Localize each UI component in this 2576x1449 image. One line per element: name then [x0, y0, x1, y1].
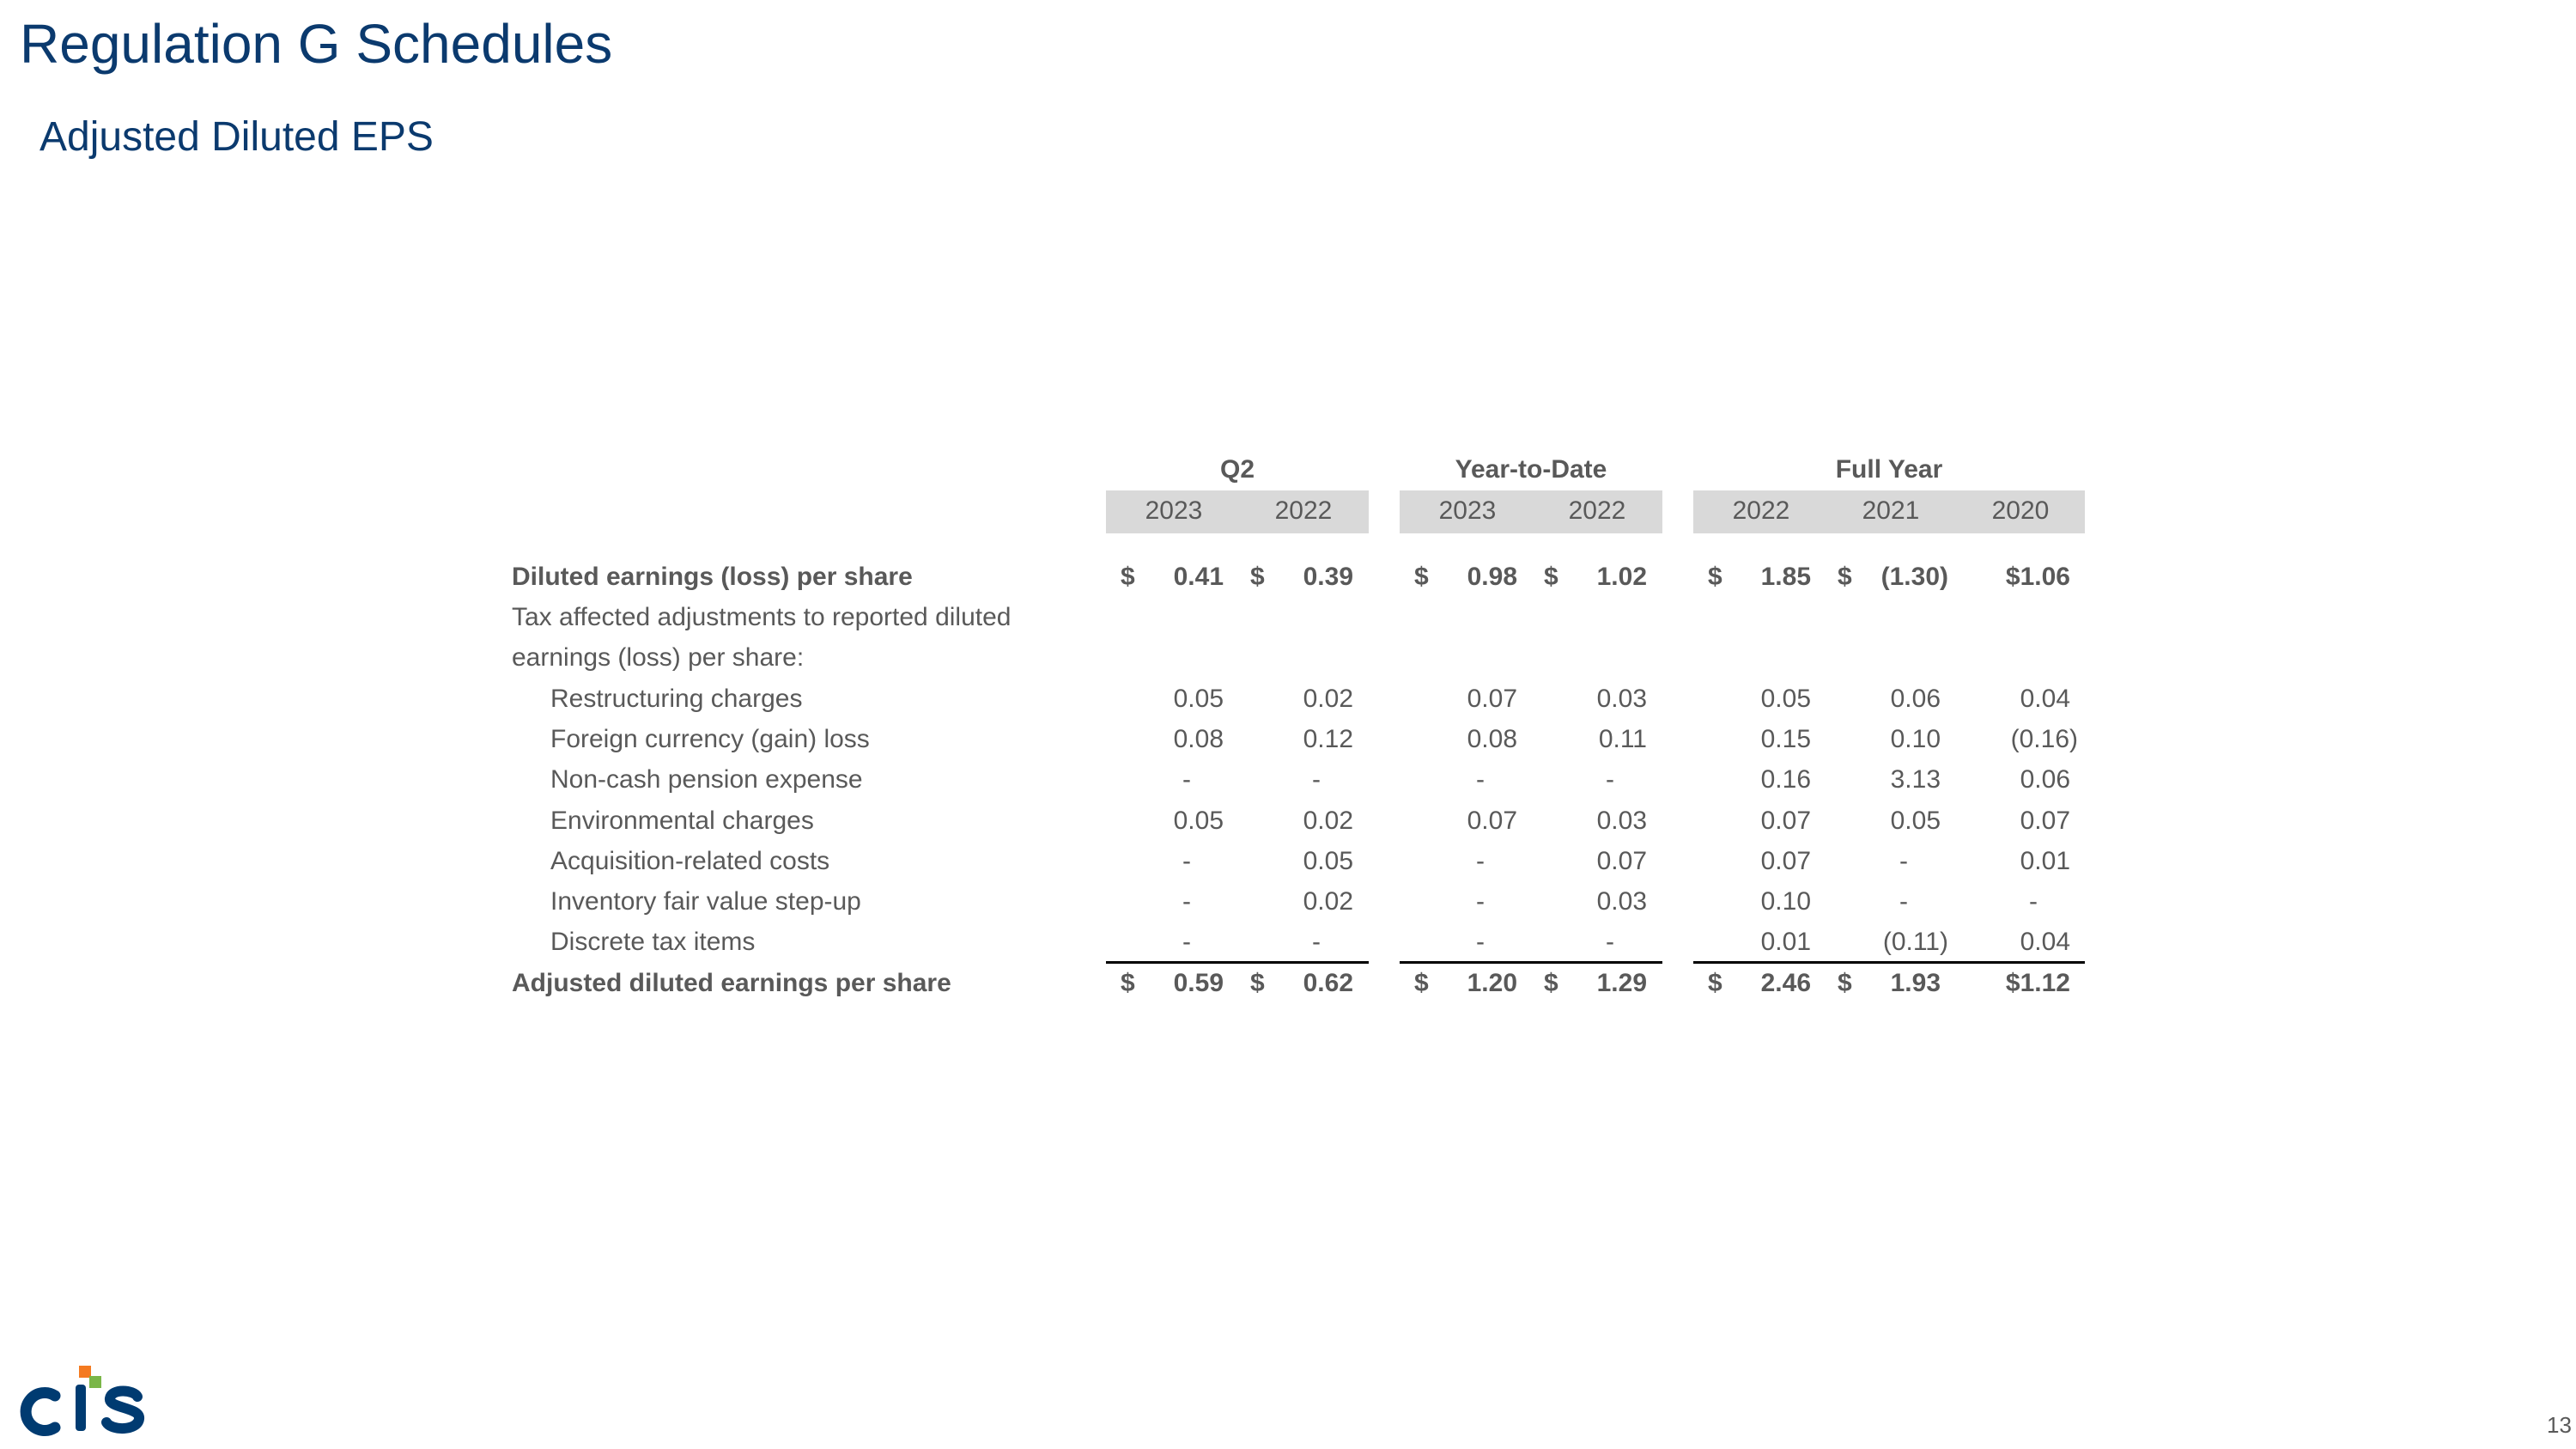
cell-value: (0.16)	[2010, 725, 2078, 753]
cell-value: 0.03	[1596, 807, 1647, 835]
cell-value: 0.39	[1303, 563, 1353, 591]
cell-value: 0.02	[1303, 887, 1353, 916]
cell-currency: $	[1414, 563, 1429, 591]
cell-value: -	[1476, 765, 1485, 794]
year-q2-2022: 2022	[1274, 496, 1333, 525]
cell-value: 3.13	[1890, 765, 1941, 794]
cell-value: -	[1182, 928, 1191, 956]
cell-currency: $	[1838, 563, 1852, 591]
group-header-ytd: Year-to-Date	[1455, 455, 1607, 484]
logo-letter-t	[76, 1385, 86, 1431]
cell-value: -	[1312, 928, 1321, 956]
cell-value: -	[1312, 765, 1321, 794]
cell-value: 1.02	[1596, 563, 1647, 591]
row-label-inventory: Inventory fair value step-up	[550, 887, 861, 916]
total-rule	[1693, 961, 2085, 964]
cell-value: 0.03	[1596, 887, 1647, 916]
year-ytd-2023: 2023	[1438, 496, 1497, 525]
cell-value: 0.05	[1760, 685, 1811, 713]
cell-value: 0.06	[1890, 685, 1941, 713]
year-q2-2023: 2023	[1145, 496, 1203, 525]
cell-value: -	[2029, 887, 2038, 916]
cell-value: 0.07	[1760, 847, 1811, 875]
row-label-environmental: Environmental charges	[550, 807, 814, 835]
cell-value: 0.05	[1173, 685, 1224, 713]
cell-value: 0.07	[1596, 847, 1647, 875]
cell-value: 0.07	[1760, 807, 1811, 835]
cell-value: 0.62	[1303, 969, 1353, 997]
cell-value: 1.29	[1596, 969, 1647, 997]
cell-value: 1.20	[1467, 969, 1517, 997]
year-fy-2022: 2022	[1732, 496, 1790, 525]
page-number: 13	[2547, 1412, 2572, 1438]
total-rule	[1400, 961, 1662, 964]
row-label-restructuring: Restructuring charges	[550, 685, 803, 713]
cell-value: 0.05	[1303, 847, 1353, 875]
cell-value: $1.12	[2005, 969, 2070, 997]
row-label-foreign-currency: Foreign currency (gain) loss	[550, 725, 870, 753]
cell-value: 0.59	[1173, 969, 1224, 997]
cell-value: -	[1476, 887, 1485, 916]
cell-value: 0.04	[2020, 928, 2070, 956]
cell-value: 0.02	[1303, 807, 1353, 835]
cell-value: -	[1606, 928, 1614, 956]
cell-value: 0.07	[1467, 807, 1517, 835]
cell-value: 0.12	[1303, 725, 1353, 753]
year-fy-2021: 2021	[1862, 496, 1920, 525]
year-ytd-2022: 2022	[1568, 496, 1626, 525]
cell-value: 0.01	[1760, 928, 1811, 956]
cell-value: 0.10	[1890, 725, 1941, 753]
cell-value: (1.30)	[1880, 563, 1948, 591]
row-label-discrete-tax: Discrete tax items	[550, 928, 756, 956]
year-fy-2020: 2020	[1991, 496, 2050, 525]
cell-currency: $	[1121, 969, 1135, 997]
cell-currency: $	[1250, 969, 1265, 997]
cell-value: 0.02	[1303, 685, 1353, 713]
cell-value: 0.08	[1467, 725, 1517, 753]
cell-value: 1.93	[1890, 969, 1941, 997]
cell-value: 0.01	[2020, 847, 2070, 875]
cell-value: 0.06	[2020, 765, 2070, 794]
cell-value: $1.06	[2005, 563, 2070, 591]
cell-value: 1.85	[1760, 563, 1811, 591]
cell-value: 2.46	[1760, 969, 1811, 997]
group-header-full-year: Full Year	[1835, 455, 1943, 484]
cell-value: 0.07	[2020, 807, 2070, 835]
cell-value: -	[1899, 847, 1908, 875]
cell-value: 0.15	[1760, 725, 1811, 753]
cell-value: 0.05	[1890, 807, 1941, 835]
logo-letter-c	[26, 1393, 55, 1431]
cell-currency: $	[1414, 969, 1429, 997]
group-header-q2: Q2	[1219, 455, 1255, 484]
cell-value: -	[1476, 928, 1485, 956]
cell-currency: $	[1544, 969, 1558, 997]
row-label-acquisition: Acquisition-related costs	[550, 847, 830, 875]
cell-value: 0.08	[1173, 725, 1224, 753]
cell-currency: $	[1250, 563, 1265, 591]
cell-currency: $	[1838, 969, 1852, 997]
cell-value: 0.16	[1760, 765, 1811, 794]
cell-value: -	[1182, 887, 1191, 916]
page-subtitle: Adjusted Diluted EPS	[39, 114, 434, 160]
cell-value: 0.07	[1467, 685, 1517, 713]
row-label-tax-adjustments: Tax affected adjustments to reported diluted	[512, 603, 1012, 631]
logo-letter-s	[106, 1391, 139, 1429]
logo-orange-square	[79, 1366, 91, 1378]
cell-value: 0.11	[1598, 725, 1647, 753]
cell-value: -	[1606, 765, 1614, 794]
cell-value: 0.04	[2020, 685, 2070, 713]
total-rule	[1106, 961, 1369, 964]
page-title: Regulation G Schedules	[20, 13, 613, 75]
cell-currency: $	[1544, 563, 1558, 591]
cell-value: -	[1182, 765, 1191, 794]
cell-value: 0.41	[1173, 563, 1224, 591]
cell-value: 0.03	[1596, 685, 1647, 713]
cell-value: -	[1899, 887, 1908, 916]
cell-currency: $	[1708, 563, 1722, 591]
cell-currency: $	[1708, 969, 1722, 997]
cell-value: (0.11)	[1882, 928, 1948, 956]
cell-value: -	[1476, 847, 1485, 875]
row-label-tax-adjustments-cont: earnings (loss) per share:	[512, 643, 805, 672]
cts-logo	[15, 1357, 153, 1443]
row-label-pension: Non-cash pension expense	[550, 765, 863, 794]
cell-value: 0.98	[1467, 563, 1517, 591]
logo-green-square	[89, 1376, 101, 1388]
cell-value: -	[1182, 847, 1191, 875]
cell-value: 0.05	[1173, 807, 1224, 835]
cell-value: 0.10	[1760, 887, 1811, 916]
row-label-adjusted-eps: Adjusted diluted earnings per share	[512, 969, 951, 997]
cell-currency: $	[1121, 563, 1135, 591]
row-label-diluted-eps: Diluted earnings (loss) per share	[512, 563, 913, 591]
